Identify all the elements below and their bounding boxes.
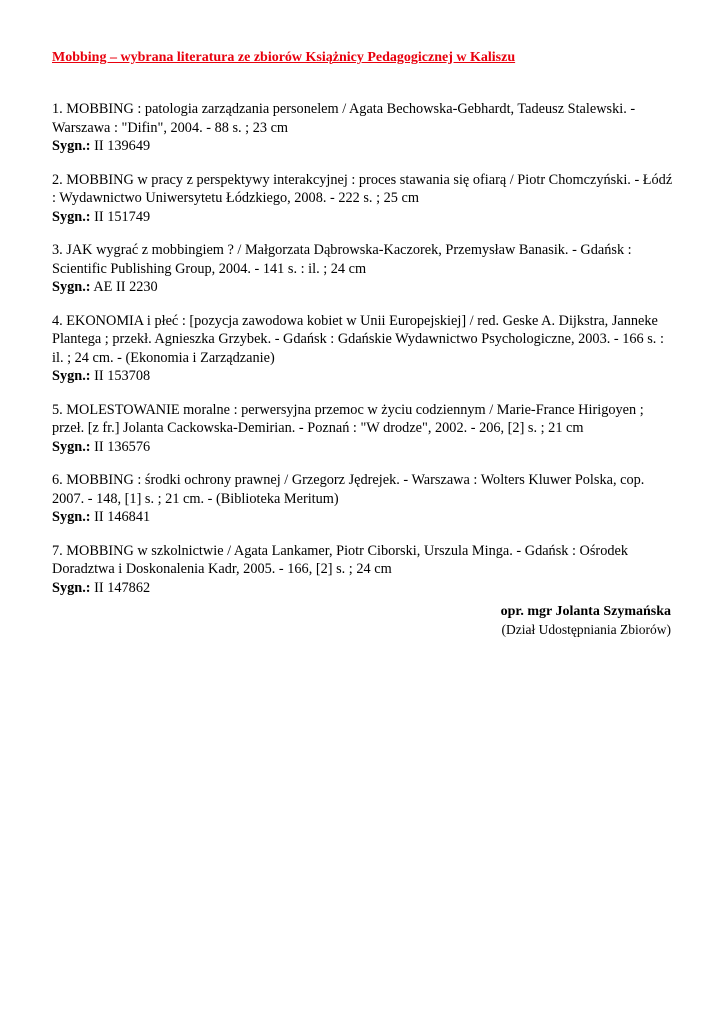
entry-call-number <box>52 438 674 457</box>
document-title: Mobbing – wybrana literatura ze zbiorów Książnicy Pedagogicznej w Kaliszu <box>52 50 516 65</box>
entry-call-number <box>52 278 674 297</box>
entry-description: 1. MOBBING : patologia zarządzania personelem / Agata Bechowska-Gebhardt, Tadeusz Stalewski. - Warszawa : "Difin", 2004. - 88 s. ; 23 cm <box>52 101 636 136</box>
entry-description: 4. EKONOMIA i płeć : [pozycja zawodowa kobiet w Unii Europejskiej] / red. Geske A. Dijkstra, Janneke Plantega ; przekł. Agnieszka Grzybek. - Gdańsk : Gdańskie Wydawnictwo Psychologiczne, 2003. - 166 s. : il. ; 24 cm. - (Ekonomia i Zarządzanie) <box>52 312 664 366</box>
entry-call-number <box>52 208 674 227</box>
bibliography-entry-7 <box>52 542 674 598</box>
entry-description: 7. MOBBING w szkolnictwie / Agata Lankamer, Piotr Ciborski, Urszula Minga. - Gdańsk : Ośrodek Doradztwa i Doskonalenia Kadr, 2005. - 166, [2] s. ; 24 cm <box>52 542 628 577</box>
signature-block <box>501 603 671 639</box>
call-number-label: Sygn.: <box>52 279 91 295</box>
call-number-value: II 153708 <box>94 368 151 384</box>
bibliography-entry-4 <box>52 312 674 386</box>
entry-description: 6. MOBBING : środki ochrony prawnej / Grzegorz Jędrejek. - Warszawa : Wolters Kluwer Polska, cop. 2007. - 148, [1] s. ; 21 cm. - (Biblioteka Meritum) <box>52 472 645 507</box>
bibliography-entry-2 <box>52 171 674 227</box>
entry-call-number <box>52 579 674 598</box>
call-number-value: AE II 2230 <box>93 279 158 295</box>
call-number-value: II 146841 <box>94 509 151 525</box>
bibliography-entry-5 <box>52 401 674 457</box>
call-number-label: Sygn.: <box>52 579 91 596</box>
entry-description: 3. JAK wygrać z mobbingiem ? / Małgorzata Dąbrowska-Kaczorek, Przemysław Banasik. - Gdańsk : Scientific Publishing Group, 2004. - 141 s. : il. ; 24 cm <box>52 242 632 277</box>
bibliography-entry-6 <box>52 471 674 527</box>
entry-description: 5. MOLESTOWANIE moralne : perwersyjna przemoc w życiu codziennym / Marie-France Hirigoyen ; przeł. [z fr.] Jolanta Cackowska-Demirian. - Poznań : "W drodze", 2002. - 206, [2] s. ; 21 cm <box>52 401 644 436</box>
bibliography-entry-3 <box>52 241 674 297</box>
entry-call-number <box>52 508 674 527</box>
compiler-name: opr. mgr Jolanta Szymańska <box>500 604 671 619</box>
bibliography-entry-1 <box>52 100 674 156</box>
call-number-value: II 151749 <box>94 208 151 225</box>
call-number-label: Sygn.: <box>52 438 91 455</box>
document-page <box>52 49 674 612</box>
bibliography-list <box>52 100 674 597</box>
call-number-label: Sygn.: <box>52 368 91 384</box>
entry-description: 2. MOBBING w pracy z perspektywy interakcyjnej : proces stawania się ofiarą / Piotr Chomczyński. - Łódź : Wydawnictwo Uniwersytetu Łódzkiego, 2008. - 222 s. ; 25 cm <box>52 171 673 206</box>
entry-call-number <box>52 367 674 386</box>
call-number-value: II 136576 <box>94 438 151 455</box>
department-name: (Dział Udostępniania Zbiorów) <box>501 622 671 637</box>
call-number-label: Sygn.: <box>52 138 91 154</box>
call-number-label: Sygn.: <box>52 208 91 225</box>
call-number-label: Sygn.: <box>52 509 91 525</box>
call-number-value: II 147862 <box>94 579 151 596</box>
call-number-value: II 139649 <box>94 138 151 154</box>
entry-call-number <box>52 137 674 156</box>
